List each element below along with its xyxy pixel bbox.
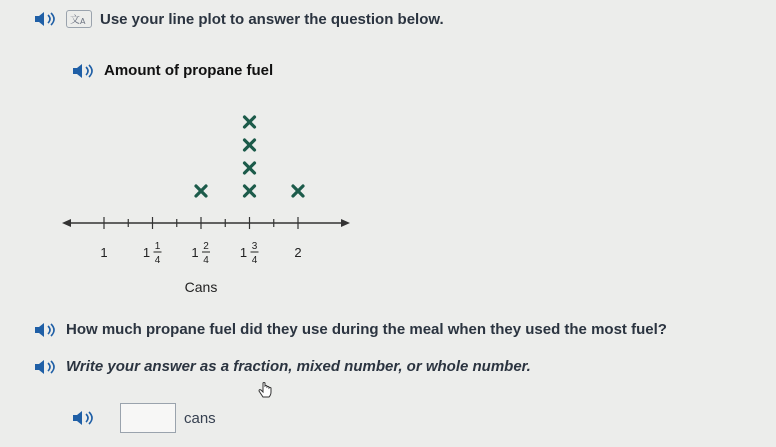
x-mark — [245, 140, 255, 150]
answer-input[interactable] — [120, 403, 176, 433]
tick-label — [100, 245, 107, 260]
svg-text:文: 文 — [70, 15, 80, 26]
svg-text:1: 1 — [239, 245, 248, 260]
speaker-icon[interactable] — [32, 11, 60, 27]
svg-text:3: 3 — [251, 241, 258, 252]
answer-unit: cans — [184, 409, 216, 427]
svg-text:4: 4 — [251, 255, 258, 266]
svg-text:4: 4 — [154, 255, 161, 266]
line-plot — [40, 95, 380, 310]
x-axis-label: Cans — [184, 279, 218, 295]
svg-text:A: A — [80, 17, 86, 26]
speaker-icon[interactable] — [32, 359, 60, 375]
instruction-row — [32, 10, 444, 28]
question-row — [32, 321, 667, 338]
plot-title: Amount of propane fuel — [104, 62, 274, 79]
x-mark — [245, 163, 255, 173]
x-mark — [196, 186, 206, 196]
svg-text:2: 2 — [203, 241, 209, 252]
x-mark — [245, 186, 255, 196]
speaker-icon[interactable] — [32, 322, 60, 338]
plot-title-row — [70, 62, 273, 79]
svg-text:1: 1 — [191, 245, 199, 260]
svg-text:1: 1 — [100, 245, 108, 260]
x-mark — [245, 117, 255, 127]
right-arrow — [341, 219, 350, 227]
answer-row — [70, 403, 216, 433]
hand-cursor-icon — [257, 382, 273, 402]
svg-text:2: 2 — [294, 245, 302, 260]
tick-label — [143, 241, 162, 266]
x-mark — [293, 186, 303, 196]
instruction-text: Use your line plot to answer the question below. — [100, 10, 444, 28]
translate-icon[interactable] — [66, 10, 92, 28]
answer-hint-text: Write your answer as a fraction, mixed number, or whole number. — [66, 358, 531, 375]
question-text: How much propane fuel did they use during the meal when they used the most fuel? — [66, 321, 667, 338]
tick-label — [240, 241, 259, 266]
tick-label — [294, 245, 301, 260]
svg-text:1: 1 — [154, 241, 161, 252]
tick-label — [191, 241, 210, 266]
svg-text:1: 1 — [142, 245, 151, 260]
speaker-icon[interactable] — [70, 63, 98, 79]
answer-hint-row — [32, 358, 531, 375]
left-arrow — [62, 219, 71, 227]
svg-text:4: 4 — [203, 255, 209, 266]
speaker-icon[interactable] — [70, 410, 98, 426]
